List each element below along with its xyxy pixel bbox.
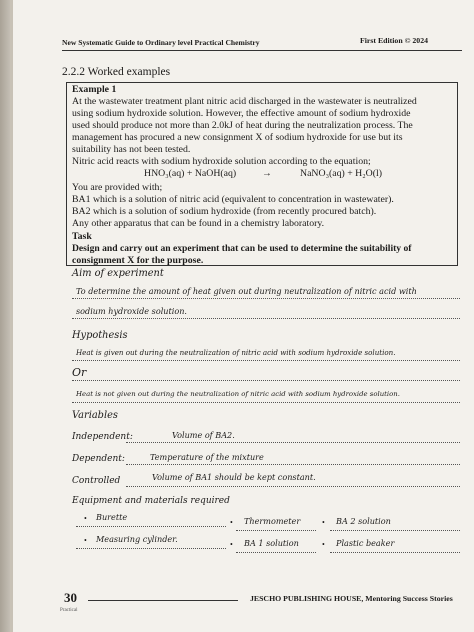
paragraph-line-2: using sodium hydroxide solution. However, the effective amount of sodium hydroxide: [72, 108, 411, 119]
equipment-item-ba1: BA 1 solution: [244, 538, 299, 548]
equipment-dotted-1: [76, 526, 226, 527]
hypothesis-heading: Hypothesis: [72, 330, 128, 341]
ba2-description: BA2 which is a solution of sodium hydroxide (from recently procured batch).: [72, 206, 377, 217]
bullet-2: •: [230, 518, 233, 527]
section-title: 2.2.2 Worked examples: [62, 66, 171, 78]
equipment-item-burette: Burette: [96, 512, 128, 522]
controlled-label: Controlled: [72, 476, 121, 486]
footer-rule: [88, 600, 238, 601]
equation-right: NaNO₃(aq) + H₂O(l): [300, 168, 382, 179]
book-title-header: New Systematic Guide to Ordinary level Practical Chemistry: [62, 38, 260, 47]
equipment-dotted-3: [330, 530, 460, 531]
independent-value: Volume of BA2.: [172, 430, 235, 440]
equation-intro: Nitric acid reacts with sodium hydroxide solution according to the equation;: [72, 156, 371, 167]
task-line-2: consignment X for the purpose.: [72, 255, 204, 266]
equipment-dotted-6: [330, 552, 460, 553]
bullet-3: •: [322, 518, 325, 527]
equipment-dotted-5: [236, 552, 316, 553]
or-label: Or: [72, 366, 87, 379]
example-label: Example 1: [72, 84, 117, 95]
bullet-1: •: [84, 514, 87, 523]
task-line-1: Design and carry out an experiment that can be used to determine the suitability of: [72, 243, 412, 254]
dependent-value: Temperature of the mixture: [150, 452, 264, 462]
or-dotted-line: [72, 380, 460, 381]
paragraph-line-3: used should produce not more than 2.0kJ of heat during the neutralization process. The: [72, 120, 413, 131]
equation-left: HNO₃(aq) + NaOH(aq): [144, 168, 237, 179]
page-number: 30: [64, 590, 77, 605]
variables-heading: Variables: [72, 410, 118, 421]
equipment-item-thermometer: Thermometer: [244, 516, 301, 526]
aim-heading: Aim of experiment: [72, 268, 164, 279]
controlled-value: Volume of BA1 should be kept constant.: [152, 472, 316, 482]
task-label: Task: [72, 231, 92, 242]
independent-dotted-line: [126, 442, 460, 443]
aim-line-2: sodium hydroxide solution.: [76, 306, 187, 316]
paragraph-line-1: At the wastewater treatment plant nitric acid discharged in the wastewater is neutralized: [72, 96, 417, 107]
footer-small-text: Practical: [60, 608, 78, 613]
aim-dotted-line-2: [72, 318, 460, 319]
hypothesis-dotted-line-1: [72, 360, 460, 361]
ba1-description: BA1 which is a solution of nitric acid (equivalent to concentration in wastewater).: [72, 194, 394, 205]
paragraph-line-4: management has procured a new consignment X of sodium hydroxide for use but its: [72, 132, 403, 143]
equipment-dotted-4: [76, 548, 226, 549]
paragraph-line-5: suitability has not been tested.: [72, 144, 191, 155]
publisher-footer: JESCHO PUBLISHING HOUSE, Mentoring Success Stories: [250, 594, 453, 603]
header-rule: [62, 50, 462, 51]
hypothesis-dotted-line-2: [72, 402, 460, 403]
equipment-item-beaker: Plastic beaker: [336, 538, 395, 548]
hypothesis-line-1: Heat is given out during the neutralization of nitric acid with sodium hydroxide solution.: [76, 348, 396, 357]
bullet-6: •: [322, 540, 325, 549]
independent-label: Independent:: [72, 432, 133, 442]
equipment-dotted-2: [236, 530, 316, 531]
provided-intro: You are provided with;: [72, 182, 163, 193]
equation-arrow: →: [262, 168, 272, 179]
equipment-item-cylinder: Measuring cylinder.: [96, 534, 178, 544]
equipment-heading: Equipment and materials required: [72, 496, 230, 506]
aim-line-1: To determine the amount of heat given out during neutralization of nitric acid with: [76, 286, 417, 296]
hypothesis-line-2: Heat is not given out during the neutralization of nitric acid with sodium hydroxide solution.: [76, 390, 400, 398]
bullet-5: •: [230, 540, 233, 549]
dependent-dotted-line: [126, 464, 460, 465]
dependent-label: Dependent:: [72, 454, 125, 464]
other-apparatus: Any other apparatus that can be found in a chemistry laboratory.: [72, 218, 325, 229]
aim-dotted-line-1: [72, 298, 460, 299]
edition-header: First Edition © 2024: [360, 36, 428, 45]
controlled-dotted-line: [126, 486, 460, 487]
equipment-item-ba2: BA 2 solution: [336, 516, 391, 526]
bullet-4: •: [84, 536, 87, 545]
